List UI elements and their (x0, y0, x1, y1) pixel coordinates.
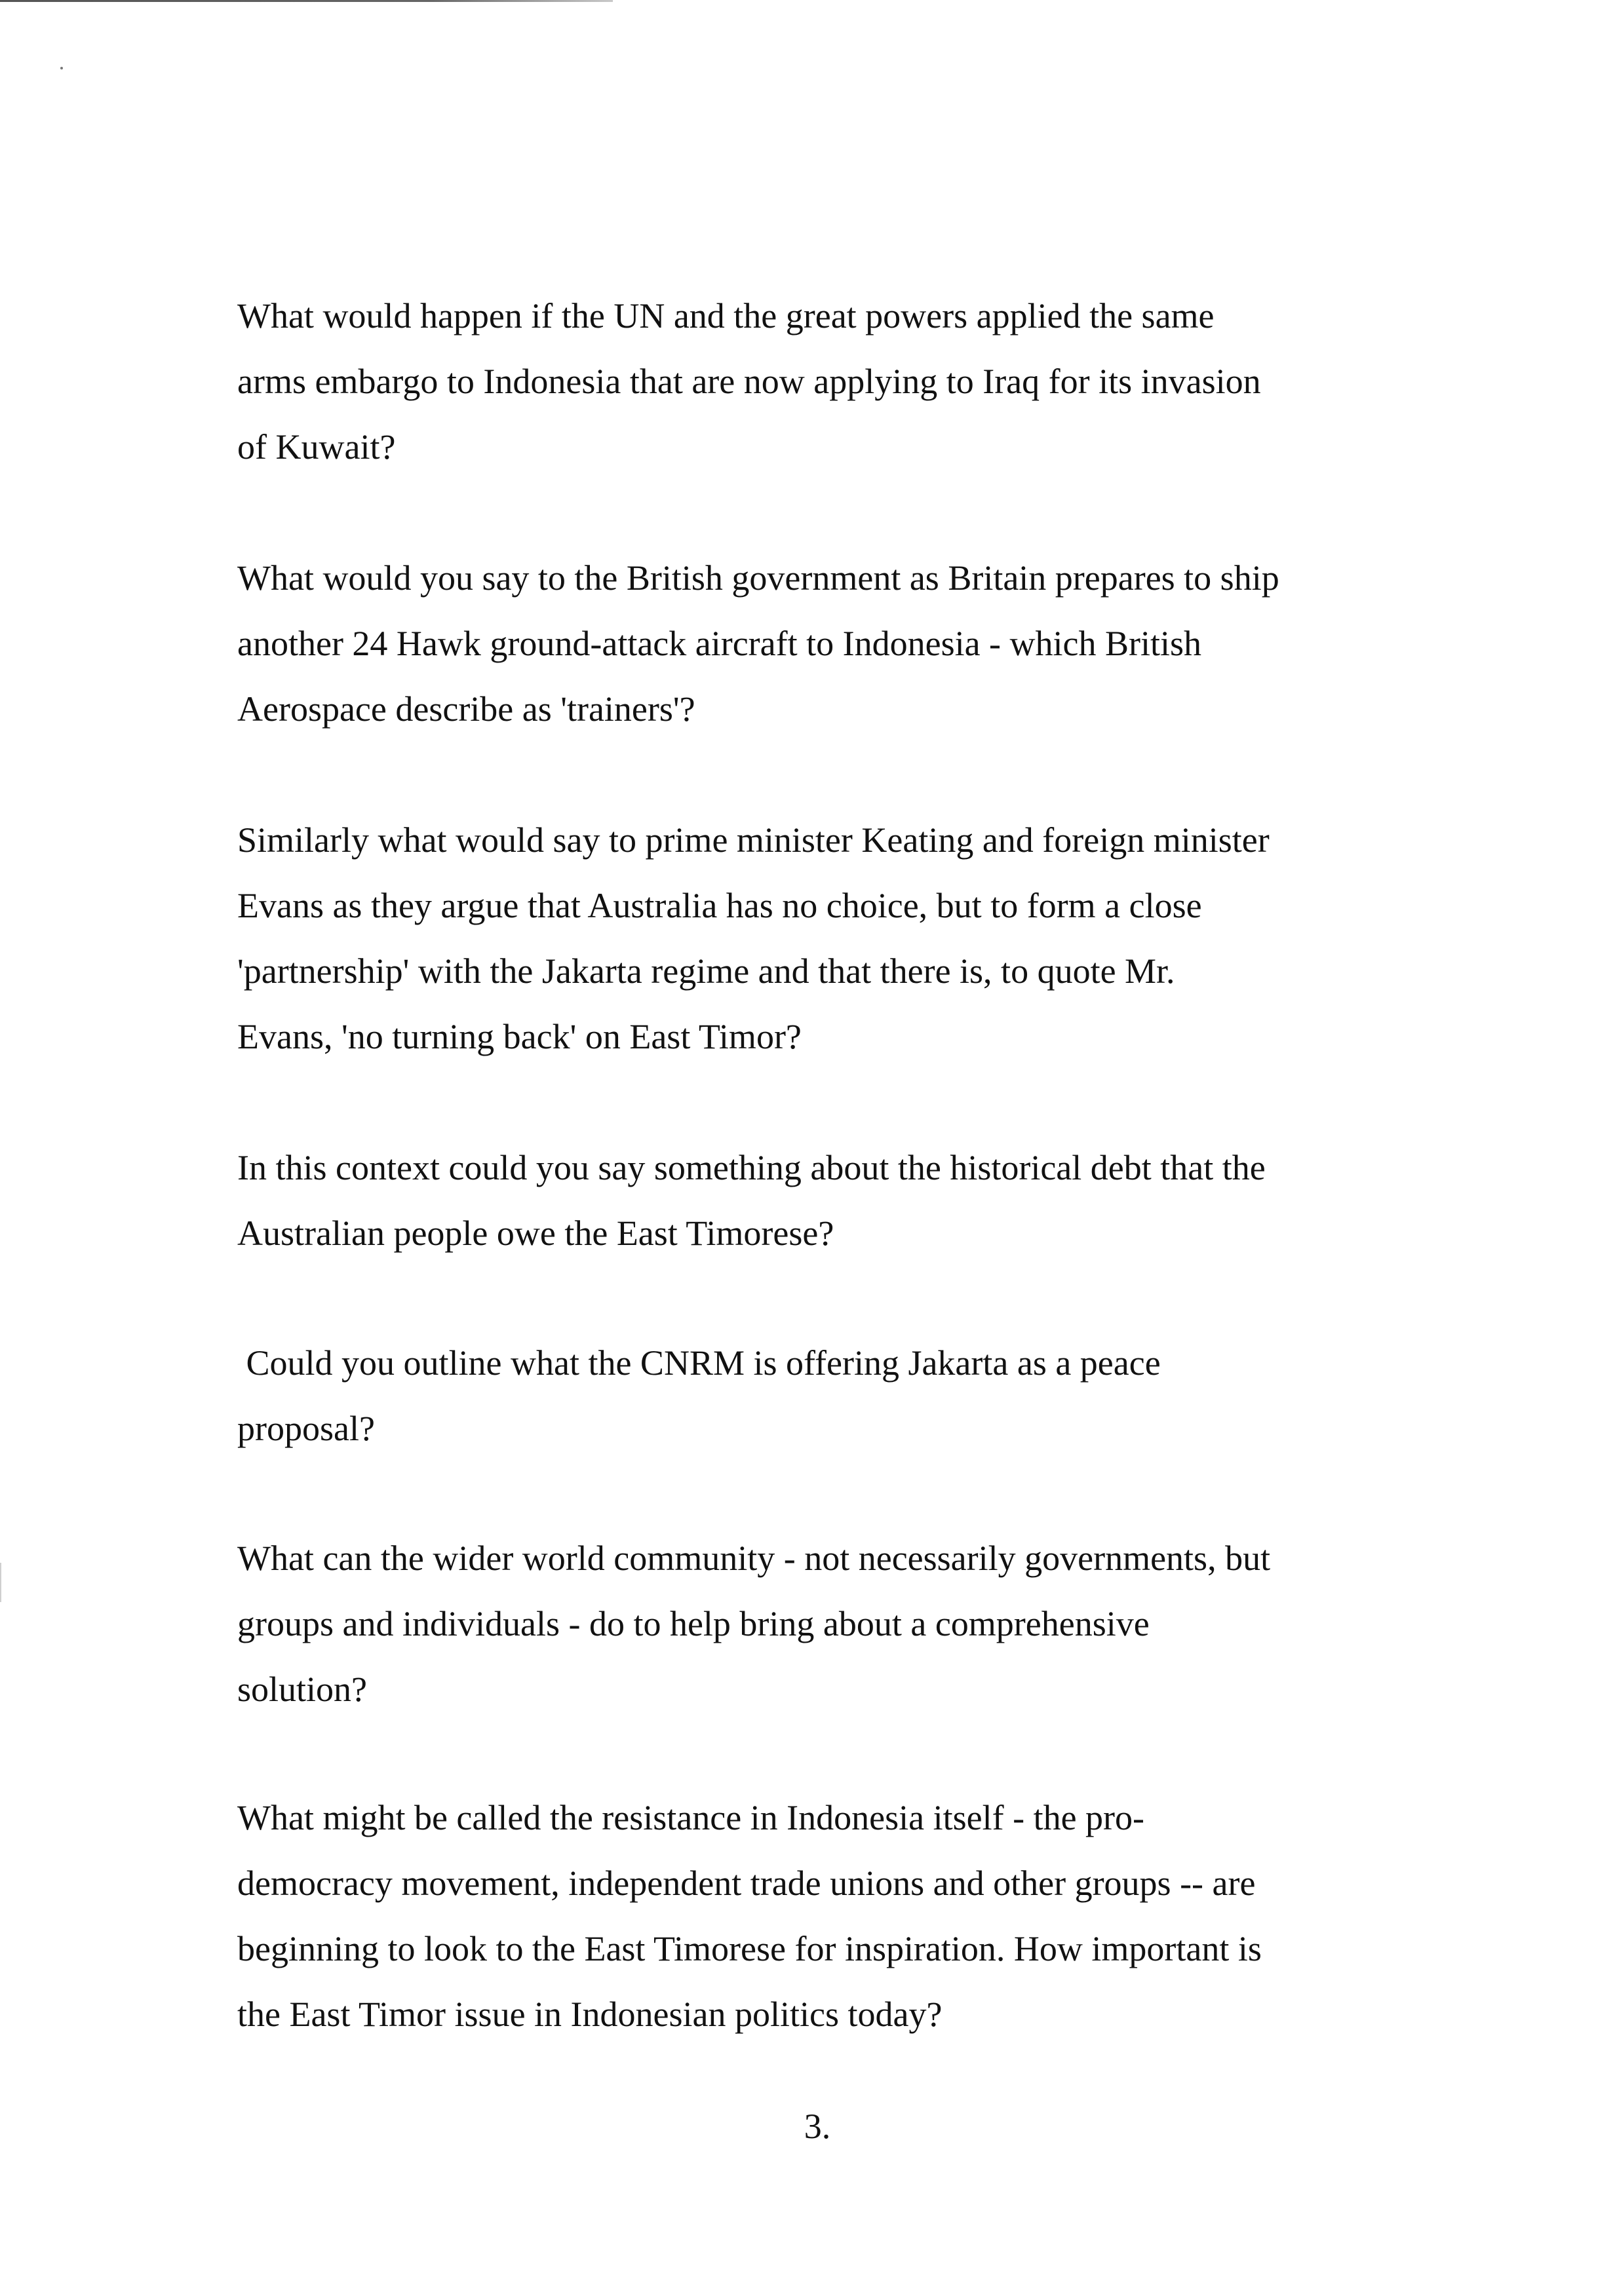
scan-edge-line (0, 0, 613, 2)
text-line: What would happen if the UN and the great powers applied the same (237, 296, 1215, 335)
page-number: 3. (804, 2107, 831, 2146)
text-line: groups and individuals - do to help bring about a comprehensive (237, 1604, 1150, 1643)
text-line: another 24 Hawk ground-attack aircraft to Indonesia - which British (237, 624, 1202, 663)
paragraph-7 (237, 1785, 1262, 2047)
text-line: 'partnership' with the Jakarta regime and that there is, to quote Mr. (237, 951, 1175, 991)
text-line: Aerospace describe as 'trainers'? (237, 689, 695, 729)
paragraph-5 (237, 1330, 1161, 1461)
text-line: the East Timor issue in Indonesian politics today? (237, 1995, 943, 2034)
text-line: democracy movement, independent trade unions and other groups -- are (237, 1864, 1256, 1903)
text-line: arms embargo to Indonesia that are now applying to Iraq for its invasion (237, 362, 1261, 401)
text-line: Australian people owe the East Timorese? (237, 1214, 834, 1253)
text-line: What would you say to the British government as Britain prepares to ship (237, 558, 1279, 598)
text-line: proposal? (237, 1409, 375, 1448)
paragraph-6 (237, 1525, 1270, 1722)
paragraph-2 (237, 545, 1279, 742)
text-line: Could you outline what the CNRM is offering Jakarta as a peace (237, 1343, 1161, 1383)
text-line: What might be called the resistance in Indonesia itself - the pro- (237, 1798, 1145, 1837)
paragraph-3 (237, 807, 1270, 1069)
text-line: beginning to look to the East Timorese for inspiration. How important is (237, 1929, 1262, 1968)
scan-edge-mark (0, 1563, 1, 1602)
text-line: of Kuwait? (237, 427, 396, 467)
paragraph-4 (237, 1135, 1266, 1266)
scan-speck (60, 67, 63, 69)
text-line: Similarly what would say to prime minister Keating and foreign minister (237, 820, 1270, 860)
text-line: solution? (237, 1670, 367, 1709)
text-line: Evans, 'no turning back' on East Timor? (237, 1017, 802, 1056)
text-line: Evans as they argue that Australia has no choice, but to form a close (237, 886, 1202, 925)
paragraph-1 (237, 283, 1261, 480)
text-line: In this context could you say something about the historical debt that the (237, 1148, 1266, 1187)
text-line: What can the wider world community - not necessarily governments, but (237, 1539, 1271, 1578)
